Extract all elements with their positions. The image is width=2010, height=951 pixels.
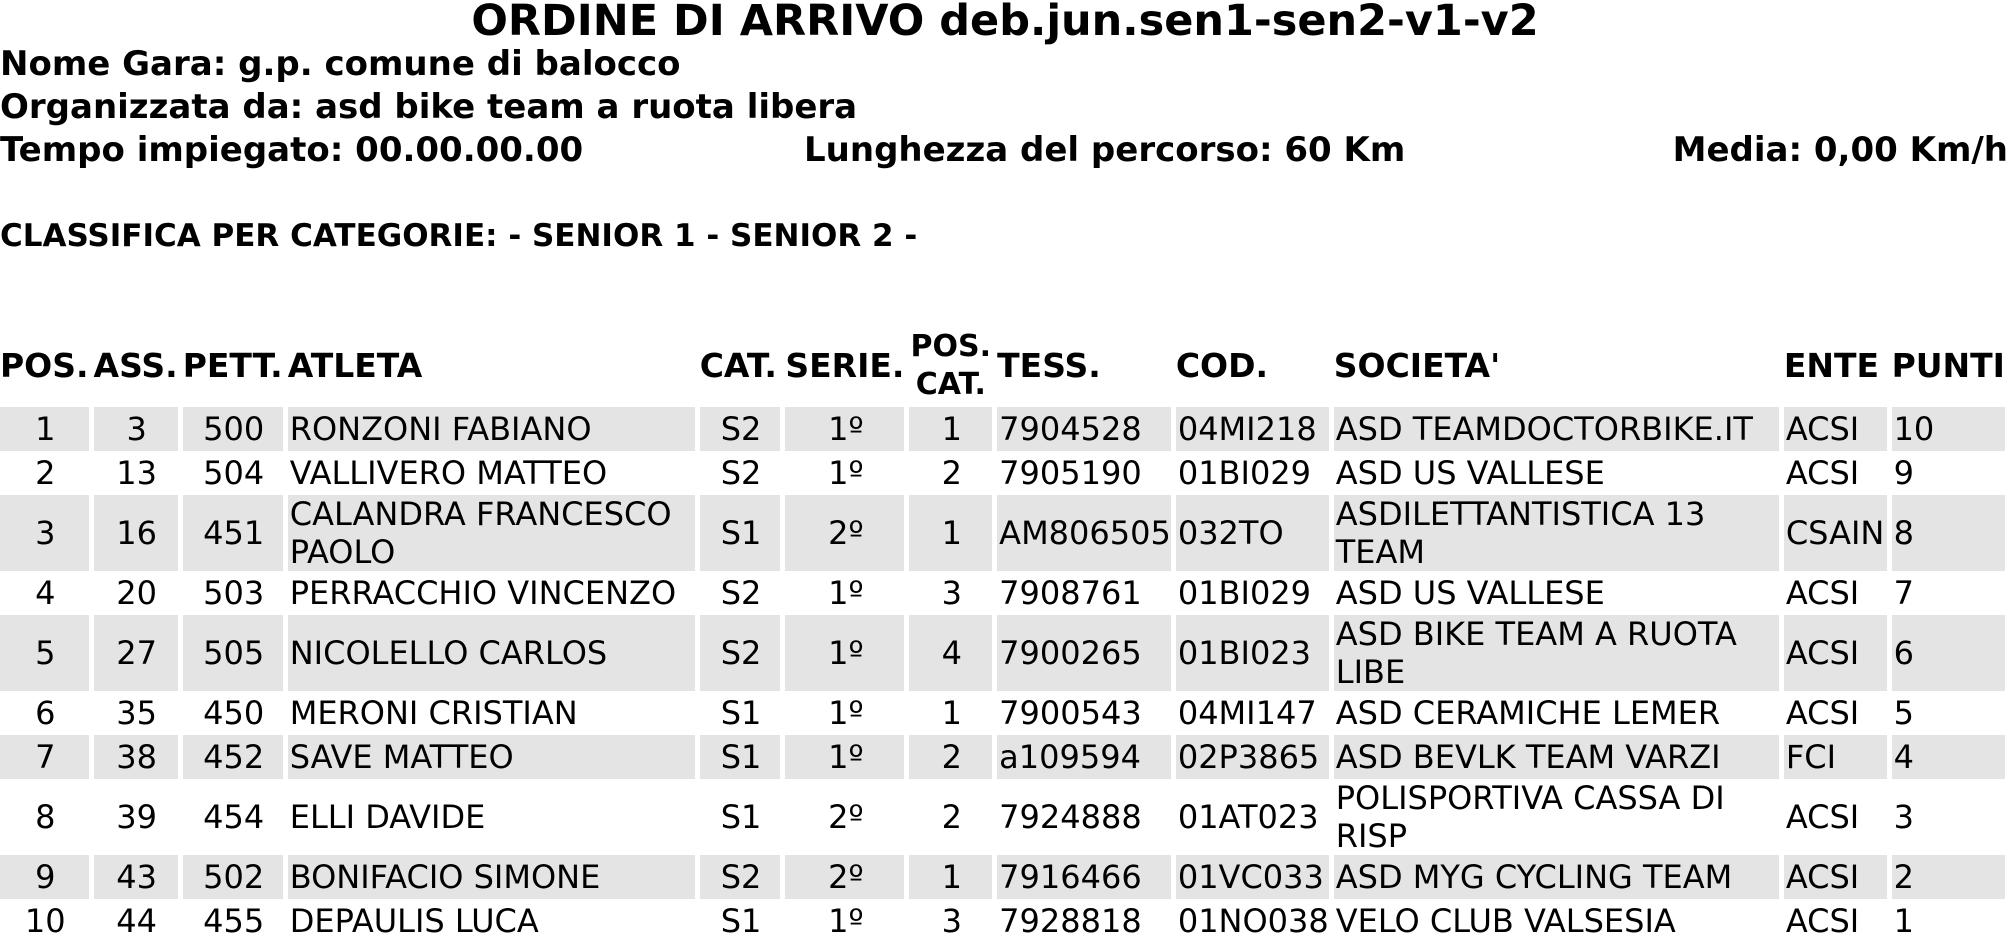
cell-serie: 2º	[785, 855, 904, 899]
table-row	[0, 899, 2005, 943]
cell-pos-cat: 1	[909, 495, 992, 571]
cell-atleta: BONIFACIO SIMONE	[288, 855, 695, 899]
cell-societa: VELO CLUB VALSESIA	[1335, 902, 1676, 940]
average-speed: Media: 0,00 Km/h	[1672, 130, 2008, 170]
cell-pos-cat: 2	[909, 735, 992, 779]
cell-serie: 1º	[828, 454, 864, 492]
cell-cat: S1	[700, 495, 781, 571]
cell-societa: ASD US VALLESE	[1335, 454, 1605, 492]
cell-pos-cat: 2	[941, 454, 962, 492]
cell-societa: ASD MYG CYCLING TEAM	[1334, 855, 1779, 899]
cell-ass: 44	[116, 902, 157, 940]
cell-pett: 451	[183, 495, 283, 571]
cell-cat: S1	[720, 902, 762, 940]
header-pos: POS.	[0, 346, 89, 385]
table-row	[0, 735, 2005, 779]
cell-cat: S2	[720, 574, 762, 612]
cell-pos-cat: 3	[941, 902, 962, 940]
cell-atleta: RONZONI FABIANO	[288, 407, 695, 451]
table-row	[0, 571, 2005, 615]
cell-atleta: ELLI DAVIDE	[289, 798, 486, 836]
cell-atleta: NICOLELLO CARLOS	[288, 615, 695, 691]
cell-ente: ACSI	[1785, 902, 1860, 940]
cell-pett: 505	[183, 615, 283, 691]
cell-serie: 1º	[828, 574, 864, 612]
cell-atleta: SAVE MATTEO	[288, 735, 695, 779]
cell-tess: 7924888	[999, 798, 1142, 836]
table-row	[0, 855, 2005, 899]
header-cat: CAT.	[699, 346, 777, 385]
cell-pos: 3	[0, 495, 89, 571]
cell-tess: 7900543	[999, 694, 1142, 732]
cell-ass: 20	[116, 574, 157, 612]
cell-cat: S2	[700, 615, 781, 691]
cell-cat: S1	[720, 798, 762, 836]
cell-serie: 2º	[828, 798, 864, 836]
cell-societa: ASD TEAMDOCTORBIKE.IT	[1334, 407, 1779, 451]
table-row	[0, 407, 2005, 451]
cell-ente: FCI	[1784, 735, 1887, 779]
cell-tess: 7928818	[999, 902, 1142, 940]
cell-tess: a109594	[997, 735, 1171, 779]
category-classification: CLASSIFICA PER CATEGORIE: - SENIOR 1 - SENIOR 2 -	[0, 218, 918, 254]
cell-serie: 1º	[828, 694, 864, 732]
cell-atleta: VALLIVERO MATTEO	[289, 454, 608, 492]
cell-ente: ACSI	[1785, 798, 1860, 836]
cell-punti: 4	[1892, 735, 2005, 779]
cell-ente: ACSI	[1784, 855, 1887, 899]
cell-pos: 7	[0, 735, 89, 779]
cell-pett: 500	[183, 407, 283, 451]
cell-atleta: DEPAULIS LUCA	[289, 902, 539, 940]
cell-pett: 452	[183, 735, 283, 779]
cell-serie: 1º	[785, 735, 904, 779]
cell-pos-cat: 3	[941, 574, 962, 612]
cell-pett: 454	[203, 798, 265, 836]
cell-societa: ASDILETTANTISTICA 13 TEAM	[1334, 495, 1779, 571]
cell-punti: 1	[1893, 902, 1914, 940]
cell-cod: 032TO	[1176, 495, 1329, 571]
cell-ente: ACSI	[1785, 574, 1860, 612]
cell-pos: 6	[35, 694, 56, 732]
cell-tess: 7905190	[999, 454, 1142, 492]
header-pett: PETT.	[182, 346, 283, 385]
cell-punti: 10	[1892, 407, 2005, 451]
cell-pos: 10	[24, 902, 66, 940]
header-punti: PUNTI	[1891, 346, 2005, 385]
cell-pett: 504	[203, 454, 265, 492]
cell-ente: ACSI	[1784, 615, 1887, 691]
cell-ente: ACSI	[1785, 694, 1860, 732]
table-row	[0, 691, 2005, 735]
cell-pos-cat: 2	[941, 798, 962, 836]
cell-pett: 503	[203, 574, 265, 612]
cell-punti: 6	[1892, 615, 2005, 691]
cell-pos: 5	[0, 615, 89, 691]
table-row	[0, 451, 2005, 495]
cell-ass: 3	[94, 407, 178, 451]
cell-serie: 1º	[785, 407, 904, 451]
cell-societa: POLISPORTIVA CASSA DI RISP	[1335, 779, 1725, 855]
course-length: Lunghezza del percorso: 60 Km	[804, 130, 1406, 170]
cell-cod: 01BI029	[1177, 574, 1312, 612]
page-title: ORDINE DI ARRIVO deb.jun.sen1-sen2-v1-v2	[471, 0, 1539, 46]
header-societa: SOCIETA'	[1333, 346, 1501, 385]
cell-ente: ACSI	[1784, 407, 1887, 451]
cell-punti: 8	[1892, 495, 2005, 571]
header-ass: ASS.	[93, 346, 178, 385]
elapsed-time: Tempo impiegato: 00.00.00.00	[0, 130, 584, 170]
cell-cod: 01AT023	[1177, 798, 1319, 836]
cell-societa: ASD CERAMICHE LEMER	[1335, 694, 1721, 732]
cell-pett: 502	[183, 855, 283, 899]
cell-pett: 450	[203, 694, 265, 732]
cell-cod: 02P3865	[1176, 735, 1329, 779]
cell-punti: 7	[1893, 574, 1914, 612]
cell-tess: 7916466	[997, 855, 1171, 899]
cell-punti: 5	[1893, 694, 1914, 732]
results-table	[0, 325, 2010, 943]
header-pos-cat: POS. CAT.	[910, 329, 992, 402]
cell-pos-cat: 4	[909, 615, 992, 691]
cell-pos: 8	[35, 798, 56, 836]
cell-cod: 01NO038	[1177, 902, 1329, 940]
cell-cod: 04MI147	[1177, 694, 1317, 732]
cell-serie: 2º	[785, 495, 904, 571]
cell-pos-cat: 1	[941, 694, 962, 732]
cell-serie: 1º	[785, 615, 904, 691]
cell-pos-cat: 1	[909, 407, 992, 451]
cell-societa: ASD BIKE TEAM A RUOTA LIBE	[1334, 615, 1779, 691]
cell-ente: CSAIN	[1784, 495, 1887, 571]
cell-societa: ASD BEVLK TEAM VARZI	[1334, 735, 1779, 779]
cell-pos: 4	[35, 574, 56, 612]
cell-pos: 1	[0, 407, 89, 451]
cell-cod: 01VC033	[1176, 855, 1329, 899]
cell-cod: 04MI218	[1176, 407, 1329, 451]
table-header-row	[0, 325, 2005, 407]
organizer: Organizzata da: asd bike team a ruota libera	[0, 87, 858, 127]
cell-ente: ACSI	[1785, 454, 1860, 492]
cell-atleta: CALANDRA FRANCESCO PAOLO	[288, 495, 695, 571]
cell-tess: 7908761	[999, 574, 1142, 612]
header-atleta: ATLETA	[287, 346, 423, 385]
cell-ass: 27	[94, 615, 178, 691]
header-serie: SERIE.	[785, 346, 905, 385]
table-row	[0, 495, 2005, 571]
cell-cat: S1	[720, 694, 762, 732]
header-ente: ENTE	[1783, 346, 1880, 385]
header-tess: TESS.	[997, 346, 1101, 385]
cell-ass: 35	[116, 694, 157, 732]
cell-cat: S2	[700, 407, 781, 451]
cell-ass: 38	[94, 735, 178, 779]
cell-atleta: PERRACCHIO VINCENZO	[289, 574, 677, 612]
cell-punti: 3	[1893, 798, 1914, 836]
cell-ass: 39	[116, 798, 157, 836]
cell-tess: 7900265	[997, 615, 1171, 691]
cell-tess: 7904528	[997, 407, 1171, 451]
cell-atleta: MERONI CRISTIAN	[289, 694, 578, 732]
header-cod: COD.	[1175, 346, 1269, 385]
cell-pett: 455	[203, 902, 265, 940]
cell-cat: S2	[720, 454, 762, 492]
table-row	[0, 615, 2005, 691]
cell-pos: 9	[0, 855, 89, 899]
race-name: Nome Gara: g.p. comune di balocco	[0, 44, 681, 84]
cell-cod: 01BI029	[1177, 454, 1312, 492]
cell-pos: 2	[35, 454, 56, 492]
cell-ass: 13	[116, 454, 157, 492]
cell-serie: 1º	[828, 902, 864, 940]
cell-cod: 01BI023	[1176, 615, 1329, 691]
cell-pos-cat: 1	[909, 855, 992, 899]
cell-ass: 16	[94, 495, 178, 571]
cell-punti: 2	[1892, 855, 2005, 899]
cell-tess: AM806505	[997, 495, 1171, 571]
table-row	[0, 779, 2005, 855]
cell-ass: 43	[94, 855, 178, 899]
cell-cat: S1	[700, 735, 781, 779]
cell-cat: S2	[700, 855, 781, 899]
cell-punti: 9	[1893, 454, 1914, 492]
cell-societa: ASD US VALLESE	[1335, 574, 1605, 612]
